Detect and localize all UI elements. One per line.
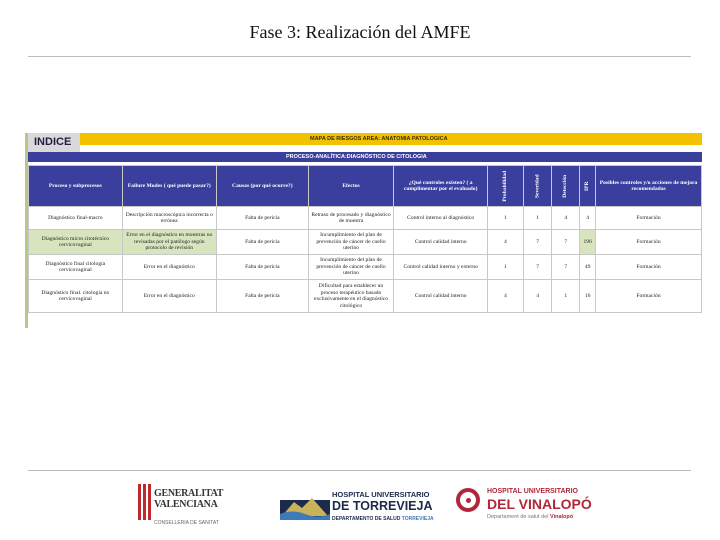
cell-severidad: 7 [523, 255, 552, 280]
gva-line1: GENERALITAT [154, 488, 224, 499]
torrevieja-line2: DE TORREVIEJA [332, 499, 433, 513]
vinalopo-line2: DEL VINALOPÓ [487, 496, 592, 512]
cell-deteccion: 4 [552, 207, 580, 230]
cell-efectos: Incumplimiento del plan de prevención de cáncer de cuello uterino [308, 255, 394, 280]
gva-wordmark [154, 488, 223, 510]
header-ipr [580, 166, 596, 207]
vinalopo-line1: HOSPITAL UNIVERSITARIO [487, 488, 579, 495]
cell-severidad: 7 [523, 230, 552, 255]
cell-controles: Control calidad interno y externo [394, 255, 488, 280]
cell-proceso: Diagnóstico final. citología no cervicovaginal [29, 280, 123, 313]
cell-failure: Error en el diagnóstico en muestras no revisadas por el patólogo según protocolo de revisión [122, 230, 216, 255]
slide-title: Fase 3: Realización del AMFE [249, 22, 471, 42]
vinalopo-line3-b: Vinalopó [550, 514, 574, 520]
cell-acciones: Formación [596, 280, 702, 313]
generalitat-valenciana-logo [138, 484, 222, 530]
hospital-torrevieja-logo [280, 488, 434, 528]
cell-controles: Control interno al diagnóstico [394, 207, 488, 230]
cell-causas: Falta de pericia [216, 280, 308, 313]
cell-efectos: Dificultad para establecer un proceso terapéutico basado exclusivamente en el diagnóstico citológico [308, 280, 394, 313]
process-title-bar [28, 152, 702, 162]
gva-line2: VALENCIANA [154, 499, 218, 510]
vinalopo-emblem-icon [456, 488, 480, 512]
cell-failure: Descripción macroscópica incorrecta o errónea [122, 207, 216, 230]
risk-map-spreadsheet [25, 133, 702, 328]
cell-proceso: Diagnóstico final-macro [29, 207, 123, 230]
cell-controles: Control calidad interno [394, 280, 488, 313]
gva-subtitle: CONSELLERIA DE SANITAT [154, 520, 219, 526]
process-title: PROCESO-ANALÍTICA:DIAGNÓSTICO DE CITOLOGIA [286, 154, 427, 160]
cell-probabilidad: 4 [488, 230, 524, 255]
header-acciones: Posibles controles y/o acciones de mejora recomendadas [596, 166, 702, 207]
amfe-table [28, 165, 702, 313]
cell-efectos: Incumplimiento del plan de prevención de cáncer de cuello uterino [308, 230, 394, 255]
cell-probabilidad: 1 [488, 207, 524, 230]
cell-severidad: 4 [523, 280, 552, 313]
area-title: MAPA DE RIESGOS AREA: ANATOMIA PATOLOGICA [310, 136, 448, 142]
footer-logos [0, 480, 720, 540]
table-row [29, 207, 702, 230]
cell-ipr: 49 [580, 255, 596, 280]
torrevieja-line3-b: TORREVIEJA [401, 516, 434, 522]
cell-failure: Error en el diagnóstico [122, 280, 216, 313]
cell-deteccion: 7 [552, 255, 580, 280]
gva-stripes-icon [138, 484, 152, 520]
vinalopo-line3-a: Departament de salut del [487, 514, 549, 520]
header-ipr-text: IPR [584, 181, 591, 191]
table-row [29, 280, 702, 313]
header-probabilidad [488, 166, 524, 207]
cell-acciones: Formación [596, 230, 702, 255]
cell-efectos: Retraso de procesado y diagnóstico de muestra [308, 207, 394, 230]
torrevieja-emblem-icon [280, 492, 330, 520]
header-deteccion-text: Detección [562, 174, 569, 198]
indice-label: INDICE [28, 133, 80, 152]
area-title-bar [80, 133, 702, 145]
header-efectos: Efectos [308, 166, 394, 207]
cell-ipr: 16 [580, 280, 596, 313]
table-header-row [29, 166, 702, 207]
top-divider [28, 56, 691, 57]
header-severidad-text: Severidad [534, 174, 541, 198]
header-proceso: Proceso y subprocesos [29, 166, 123, 207]
vinalopo-line3 [487, 514, 573, 520]
spacer [80, 145, 702, 152]
cell-acciones: Formación [596, 207, 702, 230]
table-row [29, 230, 702, 255]
bottom-divider [28, 470, 691, 471]
hospital-vinalopo-logo [456, 486, 596, 526]
cell-deteccion: 1 [552, 280, 580, 313]
torrevieja-line3 [332, 516, 434, 522]
cell-probabilidad: 1 [488, 255, 524, 280]
table-row [29, 255, 702, 280]
cell-ipr: 4 [580, 207, 596, 230]
cell-causas: Falta de pericia [216, 255, 308, 280]
cell-acciones: Formación [596, 255, 702, 280]
cell-proceso: Diagnóstico micro citotécnico cervicovaginal [29, 230, 123, 255]
header-probabilidad-text: Probabilidad [502, 170, 509, 202]
torrevieja-line3-a: DEPARTAMENTO DE SALUD [332, 516, 401, 522]
header-controles: ¿Qué controles existen? ( a cumplimentar por el evaluado) [394, 166, 488, 207]
header-causas: Causas (por qué ocurre?) [216, 166, 308, 207]
cell-controles: Control calidad interno [394, 230, 488, 255]
torrevieja-line1: HOSPITAL UNIVERSITARIO [332, 490, 430, 499]
cell-deteccion: 7 [552, 230, 580, 255]
cell-causas: Falta de pericia [216, 207, 308, 230]
cell-failure: Error en el diagnóstico [122, 255, 216, 280]
header-severidad [523, 166, 552, 207]
cell-causas: Falta de pericia [216, 230, 308, 255]
header-failure-modes: Failure Modes ( qué puede pasar?) [122, 166, 216, 207]
cell-severidad: 1 [523, 207, 552, 230]
cell-ipr: 196 [580, 230, 596, 255]
cell-probabilidad: 4 [488, 280, 524, 313]
cell-proceso: Diagnóstico final citología cervicovaginal [29, 255, 123, 280]
header-deteccion [552, 166, 580, 207]
